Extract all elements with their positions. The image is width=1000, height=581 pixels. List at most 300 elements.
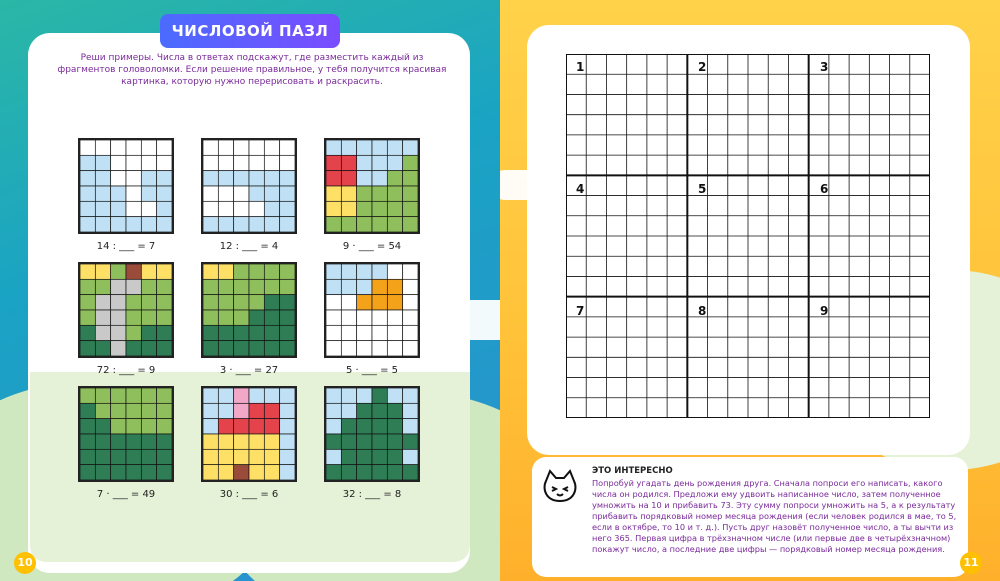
puzzle-cell bbox=[234, 434, 249, 449]
puzzle-cell bbox=[326, 186, 341, 201]
puzzle-cell bbox=[341, 465, 356, 480]
puzzle-cell bbox=[249, 403, 264, 418]
puzzle-cell bbox=[80, 465, 95, 480]
puzzle-cell bbox=[264, 325, 279, 340]
puzzle-piece bbox=[201, 386, 297, 482]
puzzle-cell bbox=[95, 264, 110, 279]
puzzle-cell bbox=[126, 310, 141, 325]
puzzle-cell bbox=[326, 295, 341, 310]
puzzle-cell bbox=[95, 310, 110, 325]
puzzle-cell bbox=[280, 279, 295, 294]
puzzle-cell bbox=[95, 217, 110, 232]
puzzle-cell bbox=[126, 186, 141, 201]
puzzle-cell bbox=[326, 201, 341, 216]
puzzle-cell bbox=[203, 140, 218, 155]
puzzle-cell bbox=[403, 419, 418, 434]
puzzle-cell bbox=[218, 325, 233, 340]
puzzle-cell bbox=[157, 310, 172, 325]
puzzle-cell bbox=[249, 341, 264, 356]
puzzle-cell bbox=[126, 201, 141, 216]
instructions-text: Реши примеры. Числа в ответах подскажут, где разместить каждый из фрагментов головоломки. Если решение правильное, у тебя получится красивая картинка, которую нужно перерисовать и раскрасить. bbox=[57, 53, 447, 87]
puzzle-cell bbox=[357, 217, 372, 232]
puzzle-cell bbox=[218, 341, 233, 356]
puzzle-piece-art bbox=[80, 264, 172, 356]
puzzle-cell bbox=[403, 279, 418, 294]
puzzle-cell bbox=[141, 186, 156, 201]
puzzle-cell bbox=[111, 419, 126, 434]
puzzle-cell bbox=[95, 434, 110, 449]
puzzle-cell bbox=[126, 419, 141, 434]
puzzle-cell bbox=[234, 186, 249, 201]
puzzle-cell bbox=[218, 403, 233, 418]
puzzle-cell bbox=[403, 325, 418, 340]
puzzle-cell bbox=[203, 325, 218, 340]
puzzle-cell bbox=[372, 403, 387, 418]
puzzle-cell bbox=[80, 325, 95, 340]
puzzle-cell bbox=[141, 264, 156, 279]
drawing-grid-svg bbox=[566, 54, 930, 418]
puzzle-cell bbox=[326, 325, 341, 340]
puzzle-cell bbox=[234, 171, 249, 186]
puzzle-cell bbox=[249, 217, 264, 232]
puzzle-cell bbox=[141, 403, 156, 418]
equation-caption: 32 : ___ = 8 bbox=[342, 489, 402, 500]
puzzle-cell bbox=[403, 449, 418, 464]
puzzle-cell bbox=[203, 388, 218, 403]
puzzle-cell bbox=[357, 186, 372, 201]
puzzle-cell bbox=[111, 388, 126, 403]
puzzle-cell bbox=[111, 217, 126, 232]
puzzle-cell bbox=[157, 341, 172, 356]
fact-text: Попробуй угадать день рождения друга. Сначала попроси его написать, какого числа он родился. Предложи ему удвоить написанное число, затем полученное умножить на 10 и прибавить 73. Эту сумму попроси умножить на 5, а к результату прибавить порядковый номер месяца рождения (если человек родился в мае, то 5, если в октябре, то 10 и т. д.). Пусть друг назовёт полученное число, а ты вычти из него 365. Первая цифра в трёхзначном числе (или первые две в четырёхзначном) покажут число, а последние две цифры — порядковый номер месяца рождения. bbox=[592, 478, 957, 554]
puzzle-cell bbox=[372, 388, 387, 403]
puzzle-cell bbox=[80, 279, 95, 294]
puzzle-cell bbox=[80, 186, 95, 201]
puzzle-cell bbox=[341, 295, 356, 310]
puzzle-cell bbox=[387, 434, 402, 449]
puzzle-cell bbox=[80, 155, 95, 170]
puzzle-cell bbox=[111, 295, 126, 310]
puzzle-cell bbox=[280, 186, 295, 201]
page-number-left: 10 bbox=[14, 552, 36, 574]
puzzle-cell bbox=[203, 465, 218, 480]
puzzle-cell bbox=[280, 341, 295, 356]
puzzle-cell bbox=[341, 217, 356, 232]
puzzle-cell bbox=[80, 201, 95, 216]
puzzle-piece bbox=[78, 262, 174, 358]
puzzle-piece-art bbox=[326, 264, 418, 356]
puzzle-piece-art bbox=[326, 140, 418, 232]
puzzle-cell bbox=[141, 217, 156, 232]
puzzle-cell bbox=[372, 171, 387, 186]
puzzle-cell bbox=[95, 279, 110, 294]
puzzle-cell bbox=[403, 403, 418, 418]
puzzle-cell bbox=[387, 310, 402, 325]
puzzle-cell bbox=[387, 465, 402, 480]
puzzle-cell bbox=[141, 279, 156, 294]
puzzle-cell bbox=[341, 434, 356, 449]
puzzle-cell bbox=[326, 419, 341, 434]
puzzle-cell bbox=[141, 465, 156, 480]
puzzle-cell bbox=[80, 217, 95, 232]
puzzle-cell bbox=[357, 310, 372, 325]
puzzle-cell bbox=[357, 403, 372, 418]
puzzle-cell bbox=[387, 341, 402, 356]
puzzle-cell bbox=[403, 434, 418, 449]
puzzle-cell bbox=[111, 403, 126, 418]
grid-label-2: 2 bbox=[698, 60, 707, 74]
puzzle-cell bbox=[95, 325, 110, 340]
puzzle-cell bbox=[264, 186, 279, 201]
puzzle-cell bbox=[249, 140, 264, 155]
puzzle-cell bbox=[249, 465, 264, 480]
puzzle-cell bbox=[280, 419, 295, 434]
puzzle-cell bbox=[357, 388, 372, 403]
puzzle-cell bbox=[280, 465, 295, 480]
puzzle-cell bbox=[95, 186, 110, 201]
puzzle-cell bbox=[341, 186, 356, 201]
puzzle-cell bbox=[203, 403, 218, 418]
puzzle-cell bbox=[111, 171, 126, 186]
puzzle-cell bbox=[126, 279, 141, 294]
puzzle-cell bbox=[234, 201, 249, 216]
puzzle-cell bbox=[280, 140, 295, 155]
puzzle-piece-art bbox=[203, 264, 295, 356]
puzzle-cell bbox=[141, 155, 156, 170]
puzzle-cell bbox=[372, 279, 387, 294]
puzzle-cell bbox=[95, 388, 110, 403]
puzzle-cell bbox=[280, 449, 295, 464]
puzzle-cell bbox=[218, 419, 233, 434]
page-title: ЧИСЛОВОЙ ПАЗЛ bbox=[160, 14, 340, 48]
puzzle-piece-art bbox=[326, 388, 418, 480]
equation-caption: 14 : ___ = 7 bbox=[96, 241, 156, 252]
puzzle-cell bbox=[387, 388, 402, 403]
puzzle-cell bbox=[111, 310, 126, 325]
puzzle-cell bbox=[372, 295, 387, 310]
puzzle-cell bbox=[234, 419, 249, 434]
puzzle-cell bbox=[141, 388, 156, 403]
puzzle-cell bbox=[357, 295, 372, 310]
grid-label-1: 1 bbox=[576, 60, 585, 74]
puzzle-cell bbox=[326, 403, 341, 418]
puzzle-cell bbox=[249, 264, 264, 279]
puzzle-cell bbox=[141, 449, 156, 464]
puzzle-cell bbox=[372, 434, 387, 449]
puzzle-cell bbox=[403, 155, 418, 170]
puzzle-piece-art bbox=[203, 388, 295, 480]
puzzle-cell bbox=[141, 341, 156, 356]
puzzle-cell bbox=[387, 140, 402, 155]
grid-label-7: 7 bbox=[576, 304, 585, 318]
puzzle-cell bbox=[387, 186, 402, 201]
puzzle-cell bbox=[95, 201, 110, 216]
puzzle-cell bbox=[95, 155, 110, 170]
puzzle-cell bbox=[218, 201, 233, 216]
puzzle-cell bbox=[203, 171, 218, 186]
puzzle-cell bbox=[357, 171, 372, 186]
puzzle-cell bbox=[80, 419, 95, 434]
puzzle-cell bbox=[249, 155, 264, 170]
puzzle-cell bbox=[372, 341, 387, 356]
puzzle-cell bbox=[80, 171, 95, 186]
puzzle-piece bbox=[324, 262, 420, 358]
puzzle-cell bbox=[126, 388, 141, 403]
puzzle-cell bbox=[157, 217, 172, 232]
puzzle-cell bbox=[234, 325, 249, 340]
puzzle-cell bbox=[280, 264, 295, 279]
puzzle-cell bbox=[95, 171, 110, 186]
puzzle-cell bbox=[157, 295, 172, 310]
puzzle-cell bbox=[80, 434, 95, 449]
puzzle-cell bbox=[111, 140, 126, 155]
drawing-grid[interactable] bbox=[566, 54, 930, 418]
puzzle-cell bbox=[249, 310, 264, 325]
puzzle-piece bbox=[324, 386, 420, 482]
puzzle-piece bbox=[78, 386, 174, 482]
puzzle-cell bbox=[141, 325, 156, 340]
puzzle-cell bbox=[218, 465, 233, 480]
puzzle-cell bbox=[141, 419, 156, 434]
equation-caption: 72 : ___ = 9 bbox=[96, 365, 156, 376]
puzzle-cell bbox=[249, 449, 264, 464]
fact-title: ЭТО ИНТЕРЕСНО bbox=[592, 466, 673, 476]
puzzle-cell bbox=[357, 155, 372, 170]
puzzle-cell bbox=[157, 434, 172, 449]
puzzle-cell bbox=[249, 325, 264, 340]
puzzle-piece bbox=[324, 138, 420, 234]
puzzle-cell bbox=[403, 171, 418, 186]
puzzle-cell bbox=[80, 341, 95, 356]
puzzle-cell bbox=[218, 264, 233, 279]
cat-face-icon bbox=[540, 467, 580, 507]
puzzle-cell bbox=[264, 449, 279, 464]
puzzle-cell bbox=[218, 186, 233, 201]
puzzle-cell bbox=[249, 171, 264, 186]
puzzle-piece bbox=[201, 262, 297, 358]
puzzle-cell bbox=[341, 201, 356, 216]
puzzle-cell bbox=[95, 419, 110, 434]
puzzle-cell bbox=[203, 264, 218, 279]
puzzle-cell bbox=[111, 325, 126, 340]
puzzle-cell bbox=[264, 217, 279, 232]
puzzle-cell bbox=[218, 155, 233, 170]
puzzle-cell bbox=[218, 388, 233, 403]
puzzle-cell bbox=[341, 264, 356, 279]
puzzle-cell bbox=[218, 279, 233, 294]
puzzle-cell bbox=[326, 449, 341, 464]
puzzle-cell bbox=[341, 155, 356, 170]
grid-label-5: 5 bbox=[698, 182, 707, 196]
puzzle-cell bbox=[234, 449, 249, 464]
puzzle-cell bbox=[126, 341, 141, 356]
puzzle-cell bbox=[357, 264, 372, 279]
puzzle-cell bbox=[264, 140, 279, 155]
puzzle-cell bbox=[357, 279, 372, 294]
puzzle-cell bbox=[387, 171, 402, 186]
puzzle-cell bbox=[126, 403, 141, 418]
puzzle-cell bbox=[326, 155, 341, 170]
puzzle-cell bbox=[357, 325, 372, 340]
puzzle-cell bbox=[218, 140, 233, 155]
grid-label-6: 6 bbox=[820, 182, 829, 196]
puzzle-cell bbox=[157, 465, 172, 480]
puzzle-cell bbox=[264, 310, 279, 325]
puzzle-cell bbox=[95, 449, 110, 464]
puzzle-cell bbox=[126, 140, 141, 155]
puzzle-cell bbox=[234, 155, 249, 170]
puzzle-cell bbox=[141, 434, 156, 449]
puzzle-cell bbox=[157, 264, 172, 279]
puzzle-cell bbox=[218, 449, 233, 464]
puzzle-cell bbox=[95, 341, 110, 356]
puzzle-cell bbox=[203, 201, 218, 216]
puzzle-cell bbox=[126, 449, 141, 464]
puzzle-cell bbox=[326, 434, 341, 449]
equation-caption: 12 : ___ = 4 bbox=[219, 241, 279, 252]
puzzle-piece bbox=[201, 138, 297, 234]
puzzle-cell bbox=[341, 310, 356, 325]
puzzle-cell bbox=[387, 155, 402, 170]
puzzle-cell bbox=[264, 264, 279, 279]
puzzle-cell bbox=[111, 201, 126, 216]
puzzle-cell bbox=[326, 310, 341, 325]
puzzle-cell bbox=[326, 264, 341, 279]
puzzle-cell bbox=[141, 140, 156, 155]
puzzle-cell bbox=[111, 465, 126, 480]
puzzle-cell bbox=[234, 388, 249, 403]
puzzle-cell bbox=[234, 341, 249, 356]
puzzle-cell bbox=[234, 295, 249, 310]
puzzle-cell bbox=[203, 434, 218, 449]
puzzle-cell bbox=[403, 201, 418, 216]
puzzle-cell bbox=[218, 217, 233, 232]
puzzle-cell bbox=[157, 388, 172, 403]
puzzle-cell bbox=[403, 264, 418, 279]
puzzle-cell bbox=[341, 171, 356, 186]
puzzle-cell bbox=[264, 201, 279, 216]
equation-caption: 30 : ___ = 6 bbox=[219, 489, 279, 500]
equation-caption: 5 · ___ = 5 bbox=[346, 365, 398, 376]
puzzle-cell bbox=[372, 140, 387, 155]
puzzle-cell bbox=[357, 434, 372, 449]
puzzle-cell bbox=[234, 140, 249, 155]
puzzle-piece bbox=[78, 138, 174, 234]
grid-label-9: 9 bbox=[820, 304, 829, 318]
puzzle-cell bbox=[111, 279, 126, 294]
equation-caption: 3 · ___ = 27 bbox=[219, 365, 279, 376]
puzzle-cell bbox=[264, 295, 279, 310]
puzzle-cell bbox=[372, 310, 387, 325]
puzzle-cell bbox=[249, 419, 264, 434]
puzzle-cell bbox=[157, 403, 172, 418]
puzzle-cell bbox=[326, 388, 341, 403]
puzzle-cell bbox=[403, 465, 418, 480]
puzzle-cell bbox=[387, 279, 402, 294]
puzzle-cell bbox=[249, 201, 264, 216]
puzzle-cell bbox=[80, 295, 95, 310]
puzzle-cell bbox=[357, 449, 372, 464]
puzzle-cell bbox=[249, 295, 264, 310]
puzzle-cell bbox=[203, 186, 218, 201]
puzzle-cell bbox=[403, 217, 418, 232]
puzzle-cell bbox=[280, 295, 295, 310]
puzzle-cell bbox=[126, 325, 141, 340]
puzzle-cell bbox=[126, 217, 141, 232]
puzzle-cell bbox=[280, 403, 295, 418]
puzzle-cell bbox=[280, 388, 295, 403]
puzzle-cell bbox=[234, 465, 249, 480]
equation-caption: 9 · ___ = 54 bbox=[342, 241, 402, 252]
puzzle-cell bbox=[280, 155, 295, 170]
puzzle-cell bbox=[372, 201, 387, 216]
puzzle-cell bbox=[403, 341, 418, 356]
puzzle-cell bbox=[264, 403, 279, 418]
puzzle-cell bbox=[95, 465, 110, 480]
puzzle-cell bbox=[80, 403, 95, 418]
puzzle-cell bbox=[403, 295, 418, 310]
puzzle-cell bbox=[264, 171, 279, 186]
grid-label-4: 4 bbox=[576, 182, 585, 196]
puzzle-cell bbox=[141, 201, 156, 216]
puzzle-cell bbox=[280, 434, 295, 449]
puzzle-cell bbox=[372, 449, 387, 464]
puzzle-cell bbox=[111, 434, 126, 449]
puzzle-cell bbox=[341, 403, 356, 418]
puzzle-cell bbox=[218, 434, 233, 449]
puzzle-cell bbox=[341, 419, 356, 434]
puzzle-cell bbox=[203, 279, 218, 294]
puzzle-cell bbox=[403, 388, 418, 403]
puzzle-cell bbox=[126, 465, 141, 480]
puzzle-cell bbox=[387, 449, 402, 464]
puzzle-cell bbox=[157, 279, 172, 294]
puzzle-cell bbox=[280, 201, 295, 216]
puzzle-cell bbox=[264, 155, 279, 170]
puzzle-cell bbox=[341, 449, 356, 464]
puzzle-cell bbox=[264, 465, 279, 480]
puzzle-cell bbox=[80, 310, 95, 325]
puzzle-piece-art bbox=[203, 140, 295, 232]
puzzle-cell bbox=[203, 295, 218, 310]
puzzle-cell bbox=[341, 341, 356, 356]
equation-caption: 7 · ___ = 49 bbox=[96, 489, 156, 500]
puzzle-cell bbox=[95, 295, 110, 310]
puzzle-cell bbox=[111, 155, 126, 170]
puzzle-cell bbox=[372, 155, 387, 170]
puzzle-cell bbox=[126, 434, 141, 449]
puzzle-cell bbox=[157, 186, 172, 201]
puzzle-cell bbox=[249, 186, 264, 201]
puzzle-cell bbox=[387, 217, 402, 232]
puzzle-cell bbox=[126, 264, 141, 279]
puzzle-cell bbox=[157, 449, 172, 464]
puzzle-cell bbox=[203, 217, 218, 232]
puzzle-cell bbox=[372, 419, 387, 434]
puzzle-cell bbox=[234, 310, 249, 325]
puzzle-cell bbox=[341, 140, 356, 155]
puzzle-cell bbox=[372, 465, 387, 480]
puzzle-cell bbox=[249, 279, 264, 294]
puzzle-cell bbox=[234, 279, 249, 294]
puzzle-cell bbox=[95, 403, 110, 418]
puzzle-cell bbox=[403, 186, 418, 201]
puzzle-cell bbox=[372, 186, 387, 201]
puzzle-cell bbox=[111, 341, 126, 356]
puzzle-cell bbox=[80, 140, 95, 155]
puzzle-cell bbox=[341, 325, 356, 340]
puzzle-cell bbox=[357, 465, 372, 480]
